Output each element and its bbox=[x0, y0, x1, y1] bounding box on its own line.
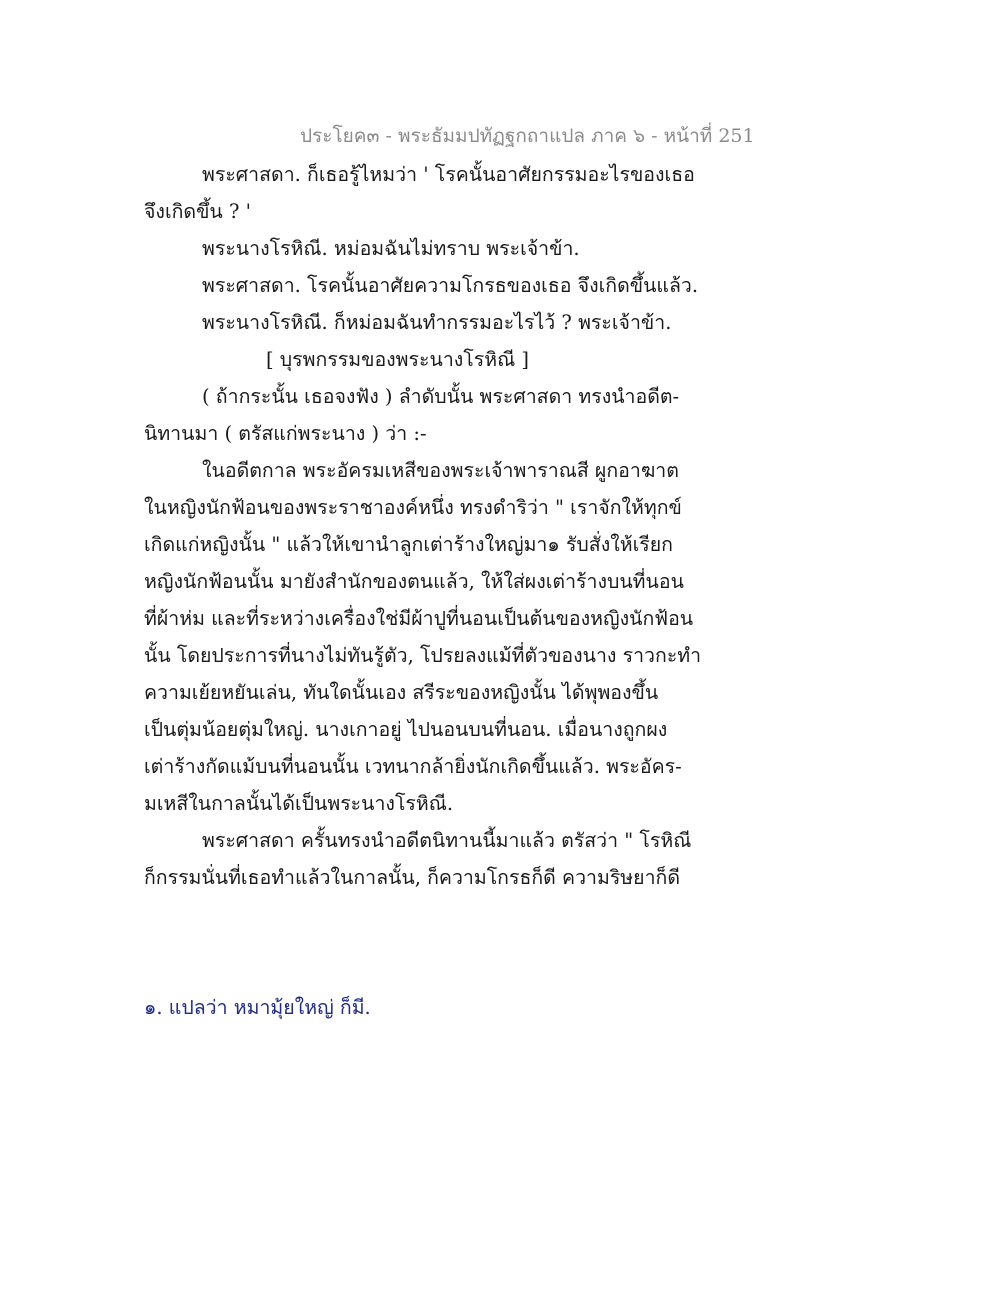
paragraph-line: พระศาสดา. โรคนั้นอาศัยความโกรธของเธอ จึงเกิดขึ้นแล้ว. bbox=[202, 274, 699, 297]
body-text bbox=[144, 156, 704, 896]
paragraph-line: หญิงนักฟ้อนนั้น มายังสำนักของตนแล้ว, ให้ใส่ผงเต่าร้างบนที่นอน bbox=[144, 570, 684, 593]
paragraph-line: ในอดีตกาล พระอัครมเหสีของพระเจ้าพาราณสี ผูกอาฆาต bbox=[202, 459, 679, 482]
paragraph-line: พระศาสดา ครั้นทรงนำอดีตนิทานนี้มาแล้ว ตรัสว่า " โรหิณี bbox=[202, 829, 692, 852]
paragraph-line: มเหสีในกาลนั้นได้เป็นพระนางโรหิณี. bbox=[144, 792, 454, 815]
paragraph-line: ที่ผ้าห่ม และที่ระหว่างเครื่องใช่มีผ้าปูที่นอนเป็นต้นของหญิงนักฟ้อน bbox=[144, 607, 694, 630]
paragraph-line: ความเย้ยหยันเล่น, ทันใดนั้นเอง สรีระของหญิงนั้น ได้พุพองขึ้น bbox=[144, 681, 659, 704]
paragraph-line: นิทานมา ( ตรัสแก่พระนาง ) ว่า :- bbox=[144, 422, 427, 445]
paragraph-line: เป็นตุ่มน้อยตุ่มใหญ่. นางเกาอยู่ ไปนอนบนที่นอน. เมื่อนางถูกผง bbox=[144, 718, 668, 741]
section-heading: [ บุรพกรรมของพระนางโรหิณี ] bbox=[266, 348, 529, 371]
paragraph-line: เกิดแก่หญิงนั้น " แล้วให้เขานำลูกเต่าร้างใหญ่มา๑ รับสั่งให้เรียก bbox=[144, 533, 673, 556]
paragraph-line: นั้น โดยประการที่นางไม่ทันรู้ตัว, โปรยลงแม้ที่ตัวของนาง ราวกะทำ bbox=[144, 644, 702, 667]
paragraph-line: ก็กรรมนั่นที่เธอทำแล้วในกาลนั้น, ก็ความโกรธก็ดี ความริษยาก็ดี bbox=[144, 866, 680, 889]
paragraph-line: พระนางโรหิณี. ก็หม่อมฉันทำกรรมอะไรไว้ ? พระเจ้าข้า. bbox=[202, 311, 672, 334]
paragraph-line: ( ถ้ากระนั้น เธอจงฟัง ) ลำดับนั้น พระศาสดา ทรงนำอดีต- bbox=[202, 385, 680, 408]
paragraph-line: เต่าร้างกัดแม้บนที่นอนนั้น เวทนากล้ายิ่งนักเกิดขึ้นแล้ว. พระอัคร- bbox=[144, 755, 682, 778]
paragraph-line: พระนางโรหิณี. หม่อมฉันไม่ทราบ พระเจ้าข้า. bbox=[202, 237, 580, 260]
running-head: ประโยค๓ - พระธัมมปทัฏฐกถาแปล ภาค ๖ - หน้าที่ 251 bbox=[300, 125, 755, 147]
paragraph-line: ในหญิงนักฟ้อนของพระราชาองค์หนึ่ง ทรงดำริว่า " เราจักให้ทุกข์ bbox=[144, 496, 682, 519]
paragraph-line: จึงเกิดขึ้น ? ' bbox=[144, 200, 251, 223]
footnote: ๑. แปลว่า หมามุ้ยใหญ่ ก็มี. bbox=[144, 996, 371, 1019]
paragraph-line: พระศาสดา. ก็เธอรู้ไหมว่า ' โรคนั้นอาศัยกรรมอะไรของเธอ bbox=[202, 163, 695, 186]
